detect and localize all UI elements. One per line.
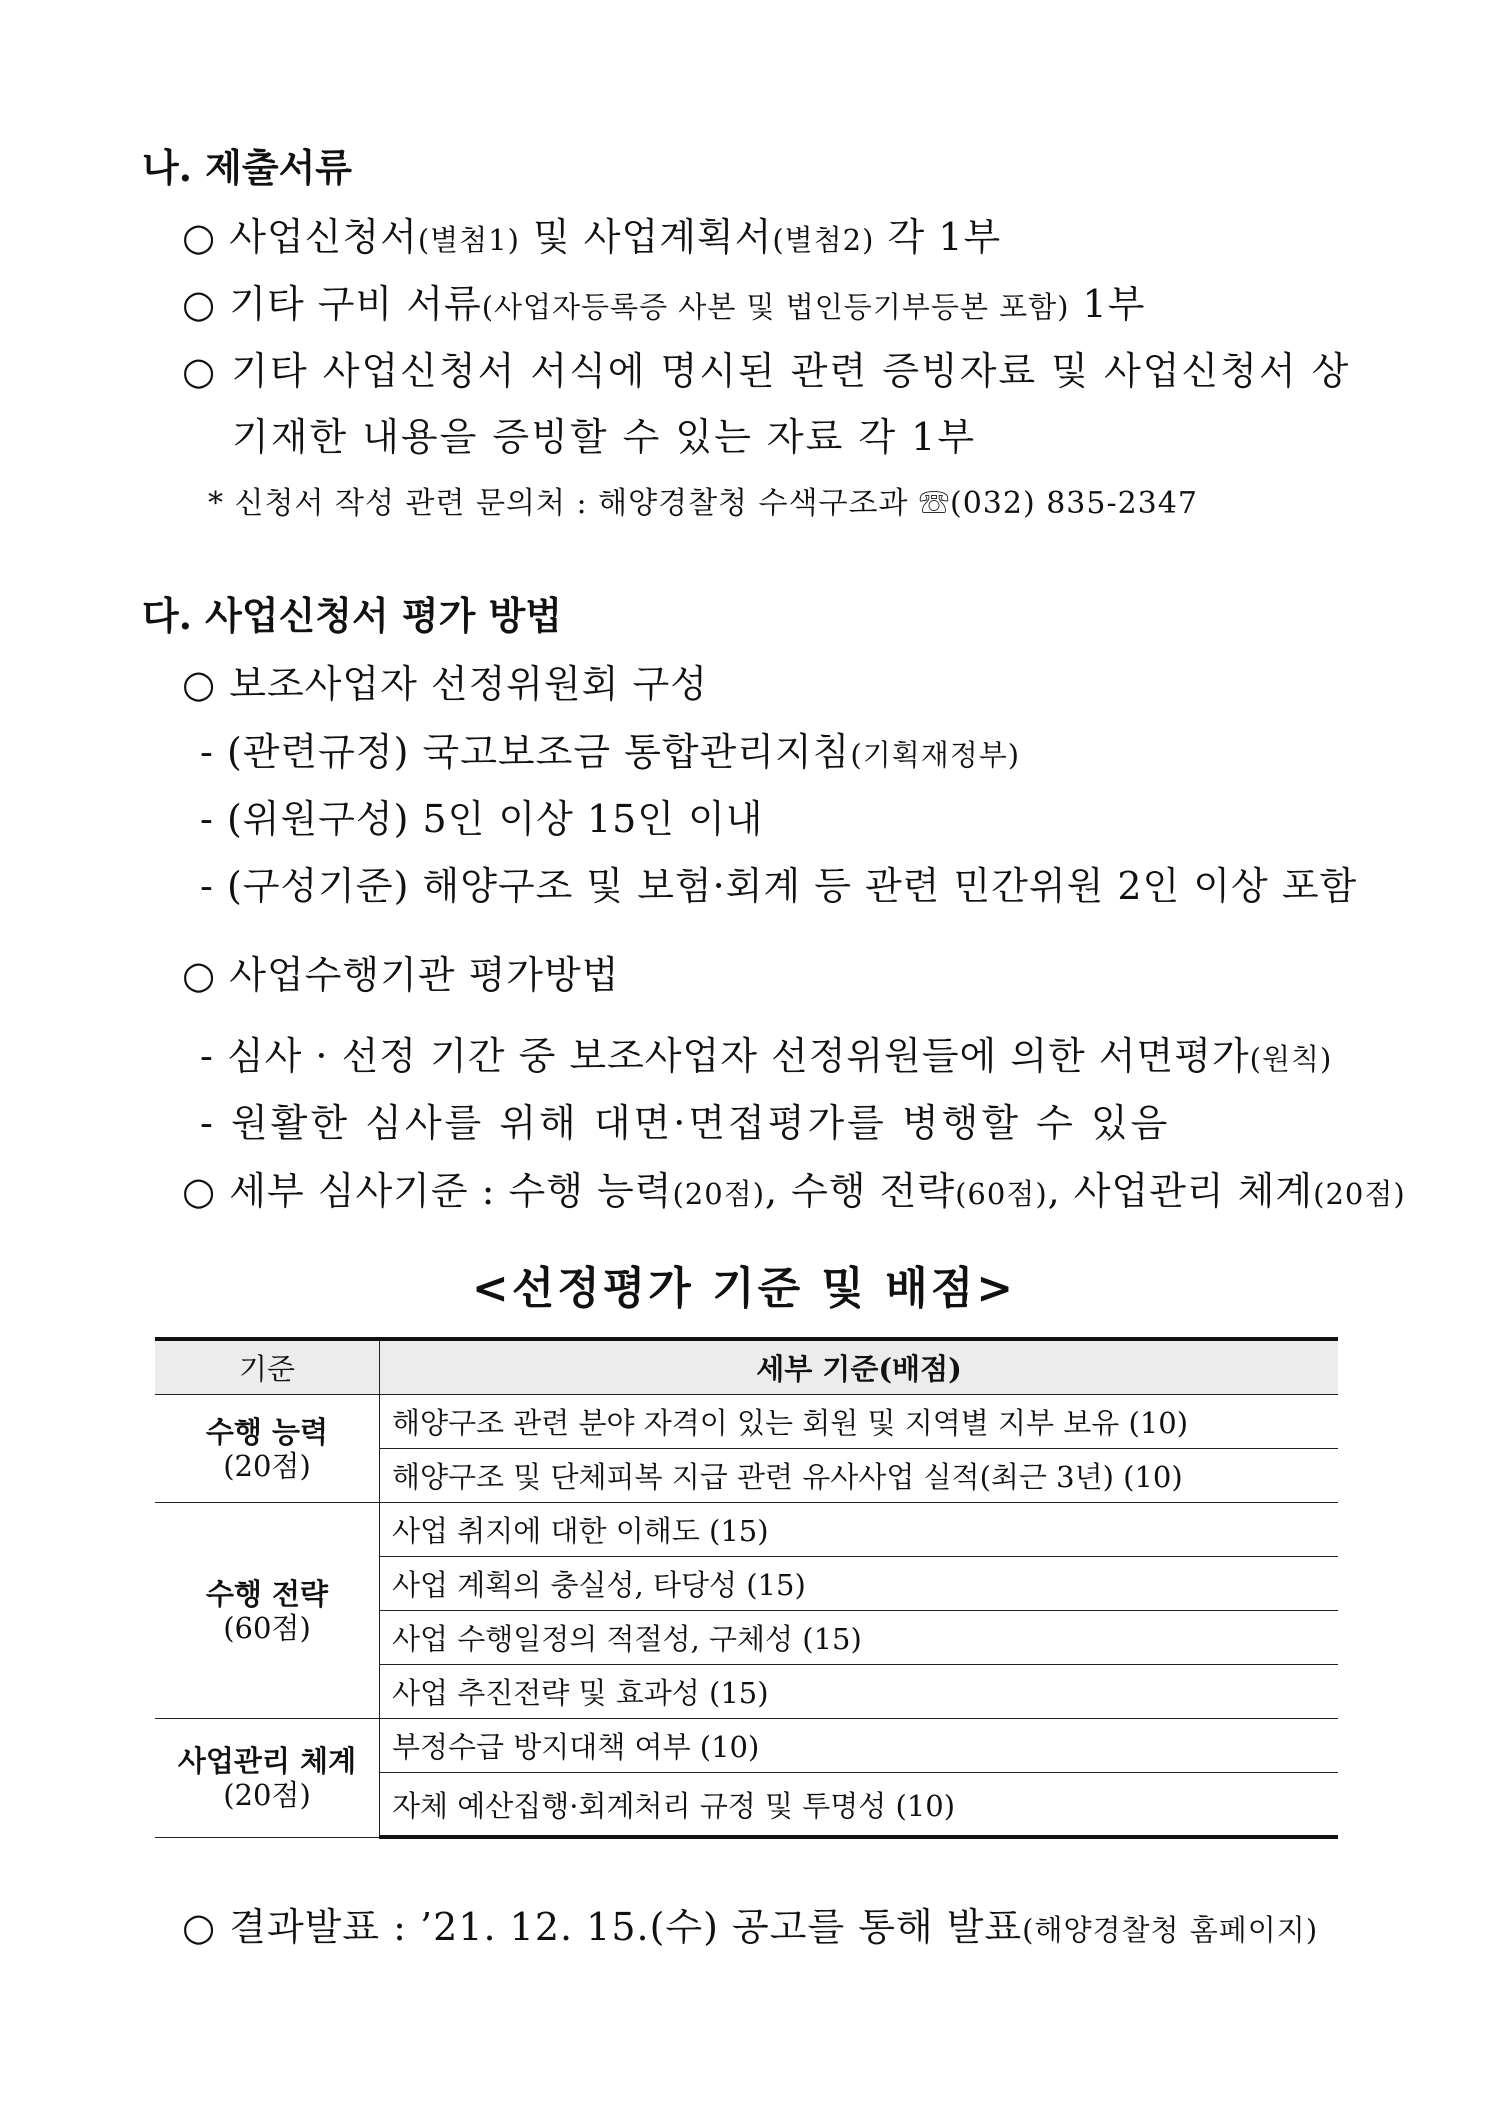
detail-cell: 사업 계획의 충실성, 타당성 (15) bbox=[380, 1557, 1339, 1611]
list-item-continuation: 기재한 내용을 증빙할 수 있는 자료 각 1부 bbox=[232, 415, 977, 459]
bullet: ○ bbox=[182, 1905, 217, 1949]
committee-item: ○ 보조사업자 선정위원회 구성 bbox=[182, 662, 708, 706]
method-item: ○ 사업수행기관 평가방법 bbox=[182, 953, 620, 997]
table-header-row bbox=[155, 1339, 1338, 1395]
bullet: ○ bbox=[182, 662, 217, 706]
dash-item: - 원활한 심사를 위해 대면·면접평가를 병행할 수 있음 bbox=[200, 1101, 1171, 1145]
detail-cell: 부정수급 방지대책 여부 (10) bbox=[380, 1719, 1339, 1773]
table-caption: <선정평가 기준 및 배점> bbox=[471, 1263, 1017, 1314]
detail-cell: 사업 수행일정의 적절성, 구체성 (15) bbox=[380, 1611, 1339, 1665]
detail-cell: 해양구조 및 단체피복 지급 관련 유사사업 실적(최근 3년) (10) bbox=[380, 1449, 1339, 1503]
detail-cell: 사업 추진전략 및 효과성 (15) bbox=[380, 1665, 1339, 1719]
list-item: ○ 기타 구비 서류(사업자등록증 사본 및 법인등기부등본 포함) 1부 bbox=[182, 282, 1146, 326]
list-item: ○ 기타 사업신청서 서식에 명시된 관련 증빙자료 및 사업신청서 상 bbox=[182, 349, 1351, 393]
table-row bbox=[155, 1719, 1338, 1773]
detail-criteria-item: ○ 세부 심사기준 : 수행 능력(20점), 수행 전략(60점), 사업관리 체계(20점) bbox=[182, 1169, 1406, 1213]
detail-cell: 사업 취지에 대한 이해도 (15) bbox=[380, 1503, 1339, 1557]
list-item: ○ 사업신청서(별첨1) 및 사업계획서(별첨2) 각 1부 bbox=[182, 215, 1002, 259]
dash-item: - (관련규정) 국고보조금 통합관리지침(기획재정부) bbox=[200, 730, 1021, 774]
bullet: ○ bbox=[182, 953, 217, 997]
table-row bbox=[155, 1395, 1338, 1449]
category-cell: 수행 전략 (60점) bbox=[155, 1503, 380, 1719]
dash-item: - (구성기준) 해양구조 및 보험·회계 등 관련 민간위원 2인 이상 포함 bbox=[200, 864, 1358, 908]
contact-note: * 신청서 작성 관련 문의처 : 해양경찰청 수색구조과 ☏(032) 835-2347 bbox=[208, 486, 1198, 521]
category-cell: 수행 능력 (20점) bbox=[155, 1395, 380, 1503]
bullet: ○ bbox=[182, 282, 217, 326]
section-da-heading: 다. 사업신청서 평가 방법 bbox=[142, 593, 562, 638]
bullet: ○ bbox=[182, 349, 218, 393]
dash-item: - 심사 · 선정 기간 중 보조사업자 선정위원들에 의한 서면평가(원칙) bbox=[200, 1034, 1333, 1078]
table-row bbox=[155, 1503, 1338, 1557]
section-na-heading: 나. 제출서류 bbox=[142, 145, 352, 190]
dash-item: - (위원구성) 5인 이상 15인 이내 bbox=[200, 797, 764, 841]
header-category: 기준 bbox=[155, 1339, 380, 1395]
detail-cell: 자체 예산집행·회계처리 규정 및 투명성 (10) bbox=[380, 1773, 1339, 1838]
detail-cell: 해양구조 관련 분야 자격이 있는 회원 및 지역별 지부 보유 (10) bbox=[380, 1395, 1339, 1449]
category-cell: 사업관리 체계 (20점) bbox=[155, 1719, 380, 1838]
criteria-table bbox=[155, 1337, 1338, 1839]
bullet: ○ bbox=[182, 215, 217, 259]
header-detail: 세부 기준(배점) bbox=[380, 1339, 1339, 1395]
result-item: ○ 결과발표 : ’21. 12. 15.(수) 공고를 통해 발표(해양경찰청 홈페이지) bbox=[182, 1905, 1319, 1949]
bullet: ○ bbox=[182, 1169, 217, 1213]
